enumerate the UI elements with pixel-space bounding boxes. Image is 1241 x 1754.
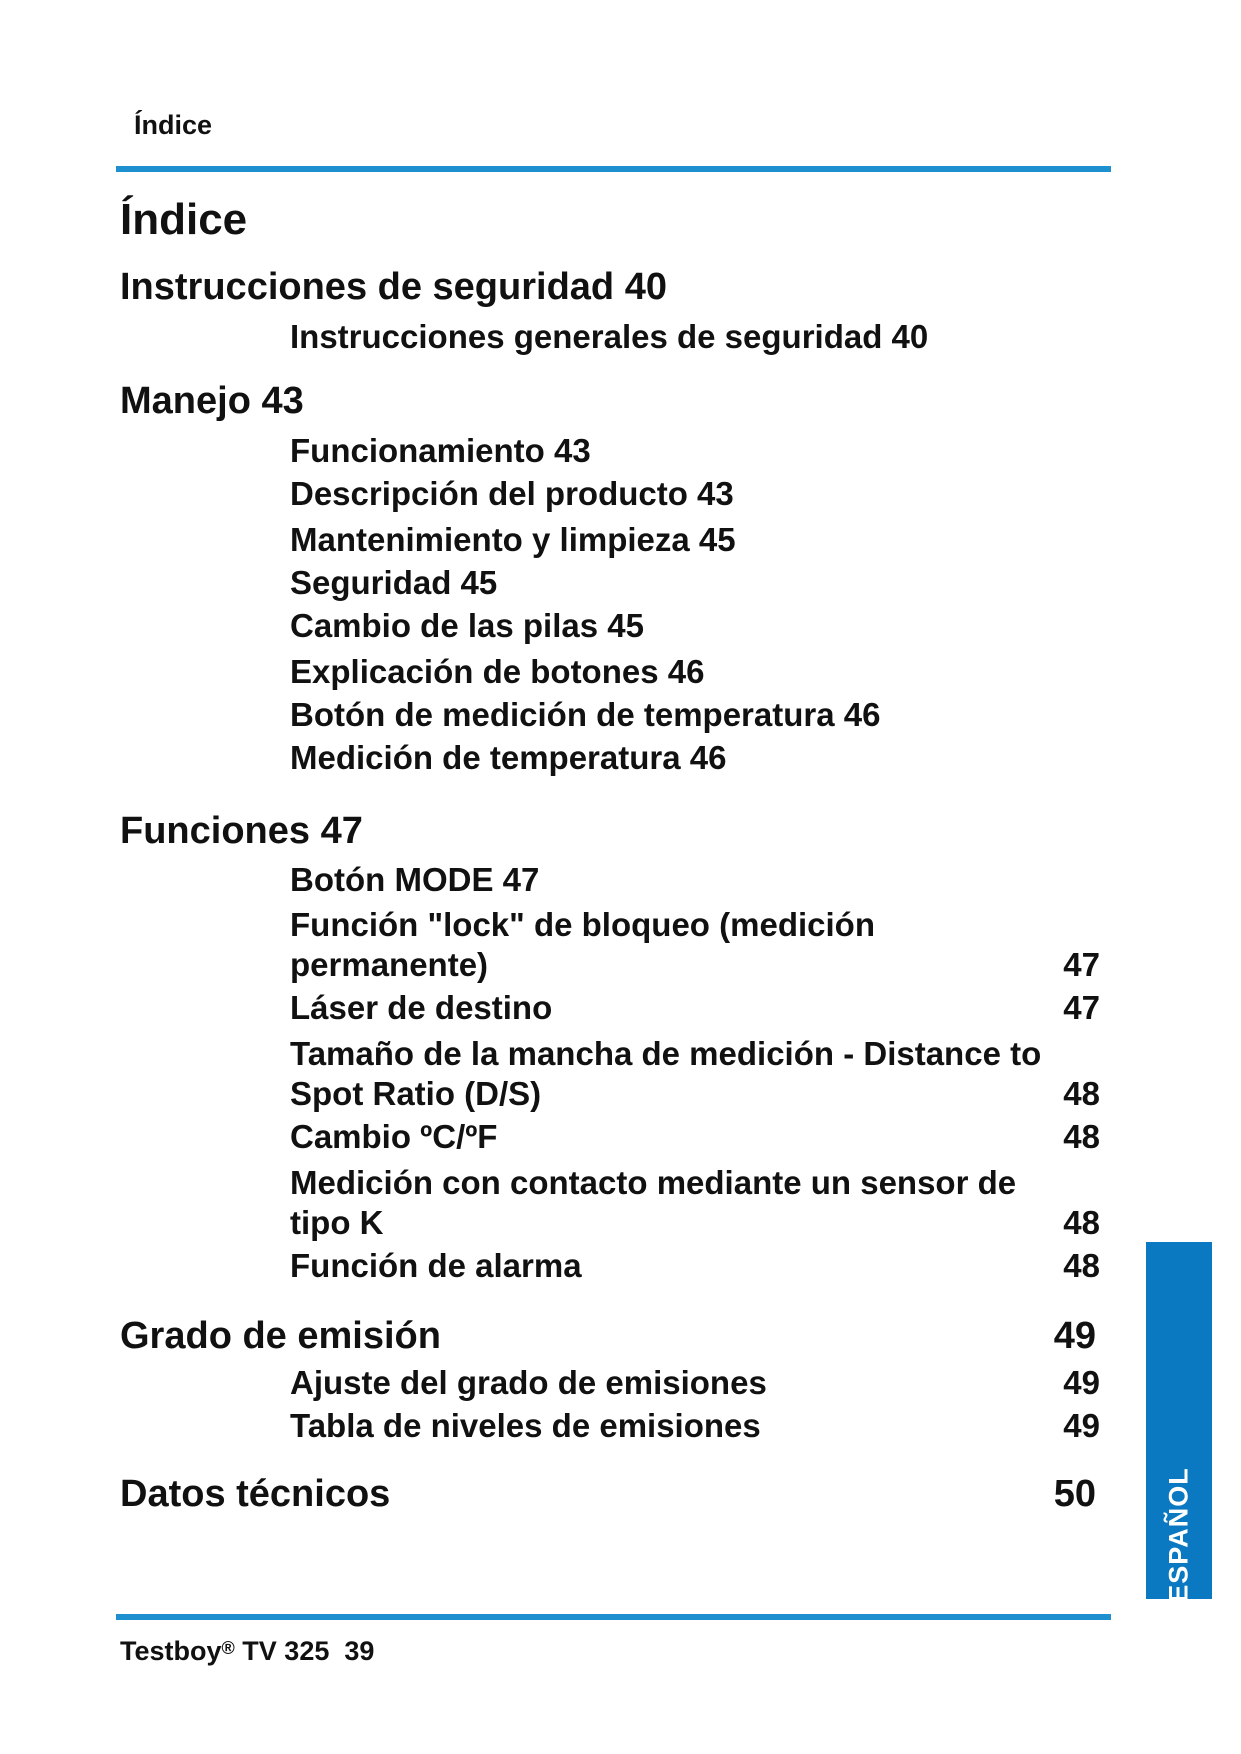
toc-item[interactable]: Mantenimiento y limpieza 45 xyxy=(290,521,736,558)
toc-section-safety[interactable]: Instrucciones de seguridad 40 xyxy=(120,266,667,308)
footer-rule xyxy=(116,1614,1111,1620)
footer-model: TV 325 xyxy=(242,1636,330,1666)
toc-item[interactable]: Tabla de niveles de emisiones xyxy=(290,1407,761,1444)
toc-item[interactable]: Cambio ºC/ºF xyxy=(290,1118,498,1155)
page-title: Índice xyxy=(120,195,248,244)
toc-item-page: 47 xyxy=(1063,946,1100,983)
toc-item-line1[interactable]: Función "lock" de bloqueo (medición xyxy=(290,906,875,943)
toc-item-page: 49 xyxy=(1063,1364,1100,1401)
running-header: Índice xyxy=(134,110,213,140)
page-number: 39 xyxy=(344,1636,375,1666)
toc-section-technical-data[interactable]: Datos técnicos xyxy=(120,1473,391,1515)
toc-item[interactable]: Funcionamiento 43 xyxy=(290,432,591,469)
toc-section-emissivity[interactable]: Grado de emisión xyxy=(120,1315,441,1357)
toc-item[interactable]: Instrucciones generales de seguridad 40 xyxy=(290,318,929,355)
toc-item[interactable]: Botón MODE 47 xyxy=(290,861,540,898)
footer-brand: Testboy xyxy=(120,1636,222,1666)
toc-item-page: 49 xyxy=(1063,1407,1100,1444)
header-rule xyxy=(116,166,1111,172)
toc-section-page: 49 xyxy=(1053,1315,1096,1357)
toc-item-page: 48 xyxy=(1063,1247,1100,1284)
toc-item[interactable]: Medición de temperatura 46 xyxy=(290,739,727,776)
language-tab-label: ESPAÑOL xyxy=(1163,1467,1194,1603)
toc-item-page: 48 xyxy=(1063,1075,1100,1112)
toc-item[interactable]: Láser de destino xyxy=(290,989,553,1026)
toc-item-line2[interactable]: permanente) xyxy=(290,946,489,983)
toc-item-line2[interactable]: Spot Ratio (D/S) xyxy=(290,1075,542,1112)
toc-item[interactable]: Explicación de botones 46 xyxy=(290,653,705,690)
toc-item[interactable]: Cambio de las pilas 45 xyxy=(290,607,644,644)
toc-item[interactable]: Seguridad 45 xyxy=(290,564,498,601)
toc-section-functions[interactable]: Funciones 47 xyxy=(120,810,363,852)
toc-item[interactable]: Función de alarma xyxy=(290,1247,582,1284)
toc-item-line2[interactable]: tipo K xyxy=(290,1204,384,1241)
registered-mark: ® xyxy=(221,1638,235,1658)
toc-item-line1[interactable]: Tamaño de la mancha de medición - Distance to xyxy=(290,1035,1042,1072)
toc-section-page: 50 xyxy=(1053,1473,1096,1515)
footer xyxy=(120,1636,374,1667)
toc-section-operation[interactable]: Manejo 43 xyxy=(120,380,304,422)
toc-item-line1[interactable]: Medición con contacto mediante un sensor de xyxy=(290,1164,1017,1201)
toc-item[interactable]: Descripción del producto 43 xyxy=(290,475,734,512)
toc-item-page: 48 xyxy=(1063,1204,1100,1241)
toc-item-page: 47 xyxy=(1063,989,1100,1026)
toc-item-page: 48 xyxy=(1063,1118,1100,1155)
toc-item[interactable]: Ajuste del grado de emisiones xyxy=(290,1364,767,1401)
toc-item[interactable]: Botón de medición de temperatura 46 xyxy=(290,696,881,733)
